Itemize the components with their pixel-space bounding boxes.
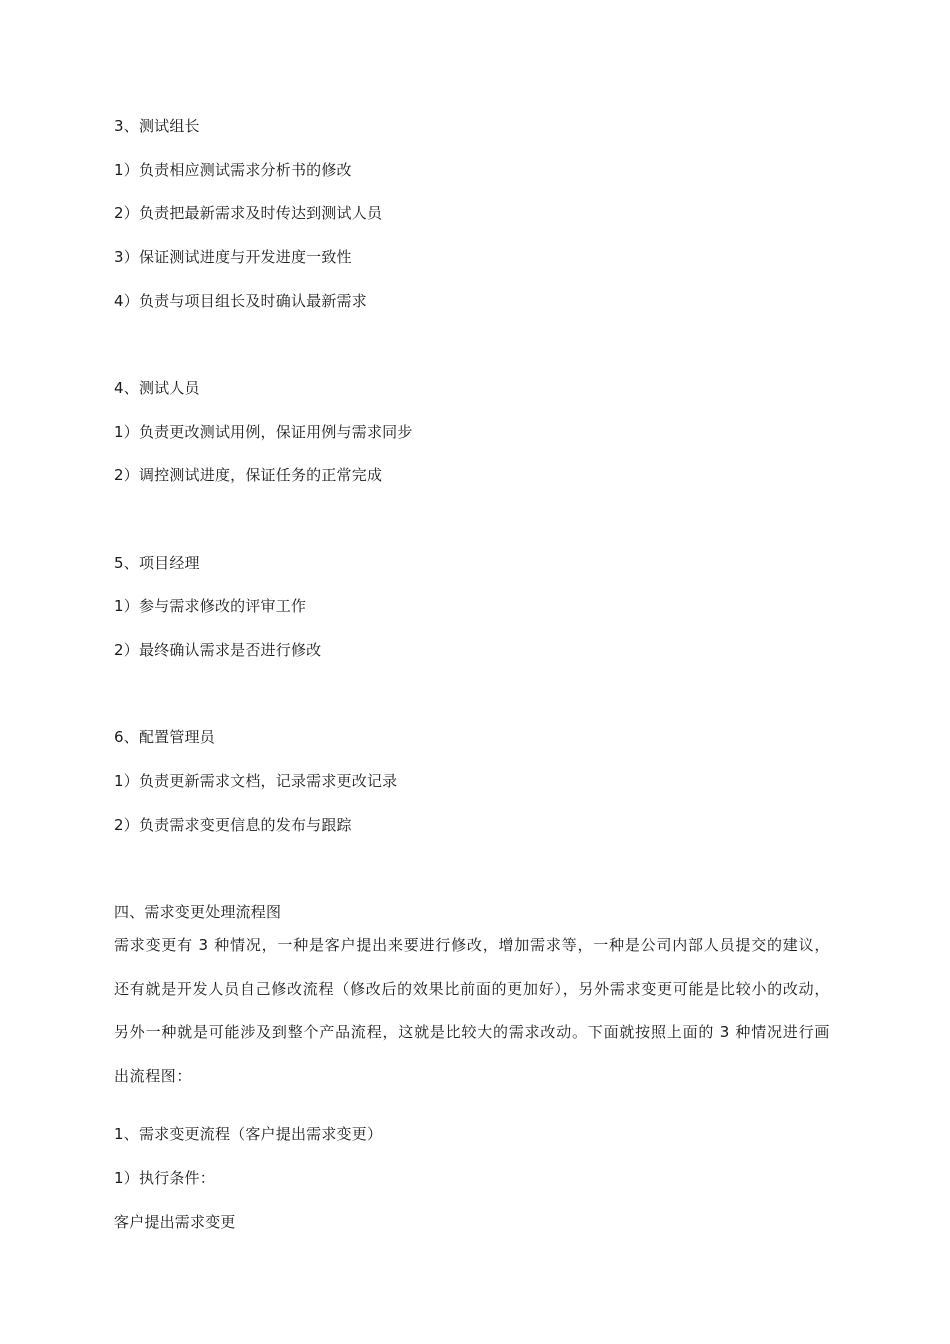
section-3-item-1: 1）负责相应测试需求分析书的修改: [114, 161, 352, 179]
section-6-item-1: 1）负责更新需求文档，记录需求更改记录: [114, 772, 398, 790]
section-5-heading: 5、项目经理: [114, 554, 200, 572]
section-5-item-1: 1）参与需求修改的评审工作: [114, 597, 307, 615]
condition-label: 1）执行条件：: [114, 1169, 215, 1187]
part-4-heading: 四、需求变更处理流程图: [114, 903, 282, 921]
section-4-item-2: 2）调控测试进度，保证任务的正常完成: [114, 466, 383, 484]
section-3-item-2: 2）负责把最新需求及时传达到测试人员: [114, 204, 383, 222]
section-4-item-1: 1）负责更改测试用例，保证用例与需求同步: [114, 423, 413, 441]
section-3-item-3: 3）保证测试进度与开发进度一致性: [114, 248, 352, 266]
section-4-heading: 4、测试人员: [114, 379, 200, 397]
part-4-paragraph: 需求变更有 3 种情况，一种是客户提出来要进行修改，增加需求等，一种是公司内部人员提交的建议，还有就是开发人员自己修改流程（修改后的效果比前面的更加好），另外需求变更可能是比较小的改动，另外一种就是可能涉及到整个产品流程，这就是比较大的需求改动。下面就按照上面的 3 种情况进行画出流程图：: [114, 936, 830, 1085]
section-3-heading: 3、测试组长: [114, 117, 200, 135]
section-6-item-2: 2）负责需求变更信息的发布与跟踪: [114, 816, 352, 834]
flow-1-heading: 1、需求变更流程（客户提出需求变更）: [114, 1125, 383, 1143]
condition-text: 客户提出需求变更: [114, 1213, 236, 1231]
section-5-item-2: 2）最终确认需求是否进行修改: [114, 641, 322, 659]
section-6-heading: 6、配置管理员: [114, 728, 215, 746]
section-3-item-4: 4）负责与项目组长及时确认最新需求: [114, 292, 367, 310]
